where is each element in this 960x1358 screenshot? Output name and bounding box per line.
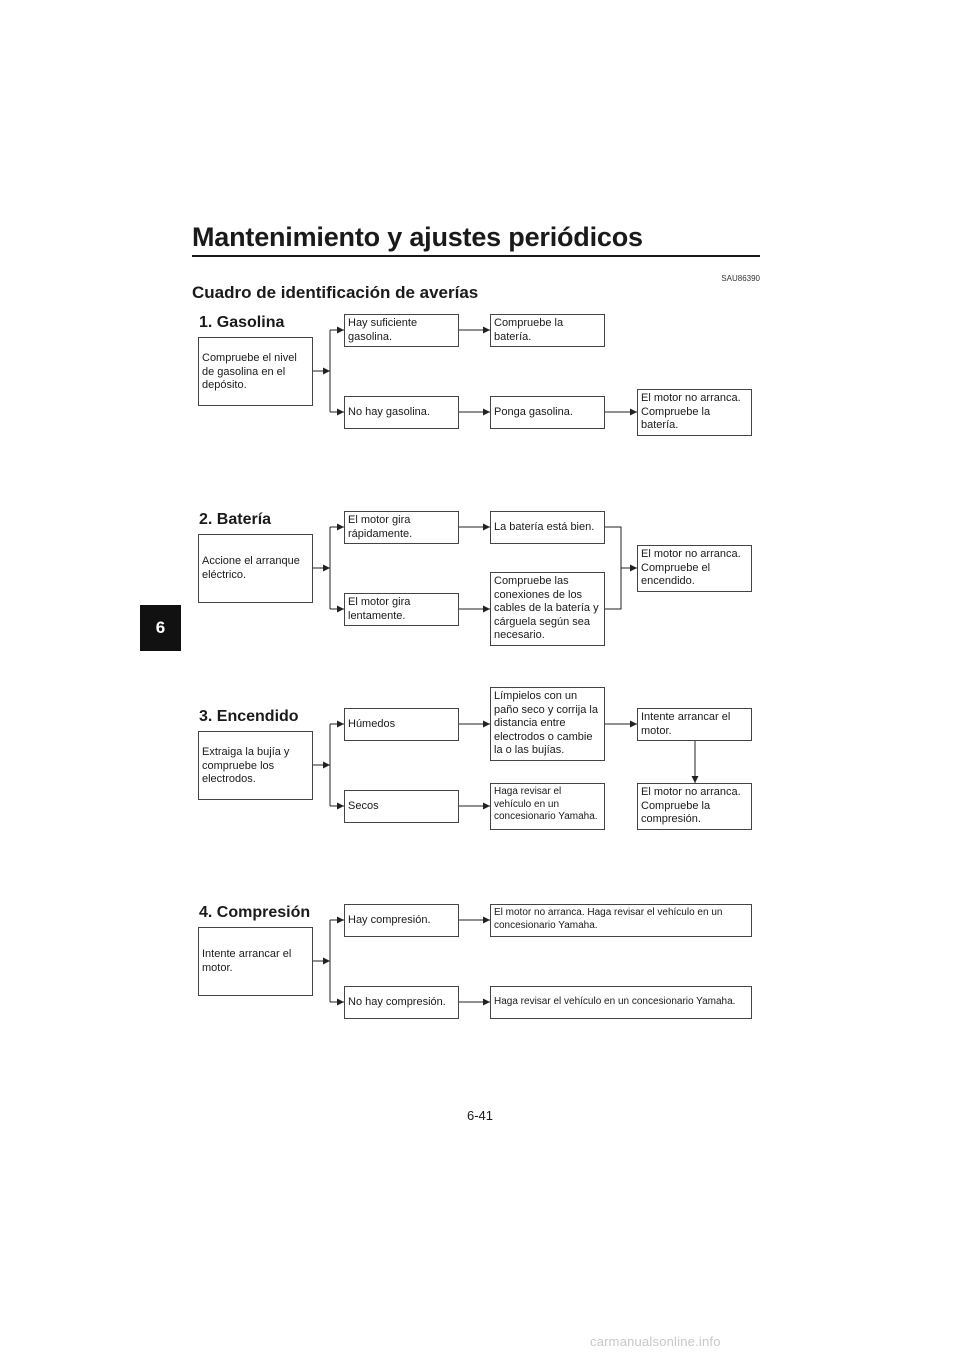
page-number: 6-41	[466, 1108, 494, 1123]
box-engine-turns-fast: El motor gira rápidamente.	[344, 511, 459, 544]
box-clean-electrodes: Límpielos con un paño seco y corrija la distancia entre electrodos o cambie la o las bujías.	[490, 687, 605, 761]
box-no-start-check-battery: El motor no arranca. Compruebe la batería.	[637, 389, 752, 436]
heading-gasolina: 1. Gasolina	[199, 314, 285, 331]
section-code: SAU86390	[721, 274, 760, 283]
section-title: Cuadro de identificación de averías	[192, 283, 479, 302]
heading-bateria: 2. Batería	[199, 511, 272, 528]
box-check-battery-cables: Compruebe las conexiones de los cables de la batería y cárguela según sea necesario.	[490, 572, 605, 646]
watermark: carmanualsonline.info	[590, 1334, 721, 1349]
box-has-compression: Hay compresión.	[344, 904, 459, 937]
chapter-tab[interactable]: 6	[140, 605, 181, 651]
heading-encendido: 3. Encendido	[199, 708, 299, 725]
box-dealer-check-1: Haga revisar el vehículo en un concesionario Yamaha.	[490, 783, 605, 830]
box-no-start-check-compression: El motor no arranca. Compruebe la compresión.	[637, 783, 752, 830]
box-no-fuel: No hay gasolina.	[344, 396, 459, 429]
box-no-start-check-ignition: El motor no arranca. Compruebe el encendido.	[637, 545, 752, 592]
box-enough-fuel: Hay suficiente gasolina.	[344, 314, 459, 347]
box-electric-start: Accione el arranque eléctrico.	[198, 534, 313, 603]
heading-compresion: 4. Compresión	[199, 904, 311, 921]
box-wet: Húmedos	[344, 708, 459, 741]
box-remove-spark-plug: Extraiga la bujía y compruebe los electrodos.	[198, 731, 313, 800]
box-battery-ok: La batería está bien.	[490, 511, 605, 544]
box-no-start-dealer-check: El motor no arranca. Haga revisar el vehículo en un concesionario Yamaha.	[490, 904, 752, 937]
box-dry: Secos	[344, 790, 459, 823]
box-check-fuel: Compruebe el nivel de gasolina en el depósito.	[198, 337, 313, 406]
box-add-fuel: Ponga gasolina.	[490, 396, 605, 429]
box-dealer-check-2: Haga revisar el vehículo en un concesionario Yamaha.	[490, 986, 752, 1019]
box-try-start-engine: Intente arrancar el motor.	[637, 708, 752, 741]
page-title: Mantenimiento y ajustes periódicos	[192, 222, 643, 252]
box-try-start-engine-2: Intente arrancar el motor.	[198, 927, 313, 996]
box-engine-turns-slow: El motor gira lentamente.	[344, 593, 459, 626]
box-check-battery: Compruebe la batería.	[490, 314, 605, 347]
box-no-compression: No hay compresión.	[344, 986, 459, 1019]
